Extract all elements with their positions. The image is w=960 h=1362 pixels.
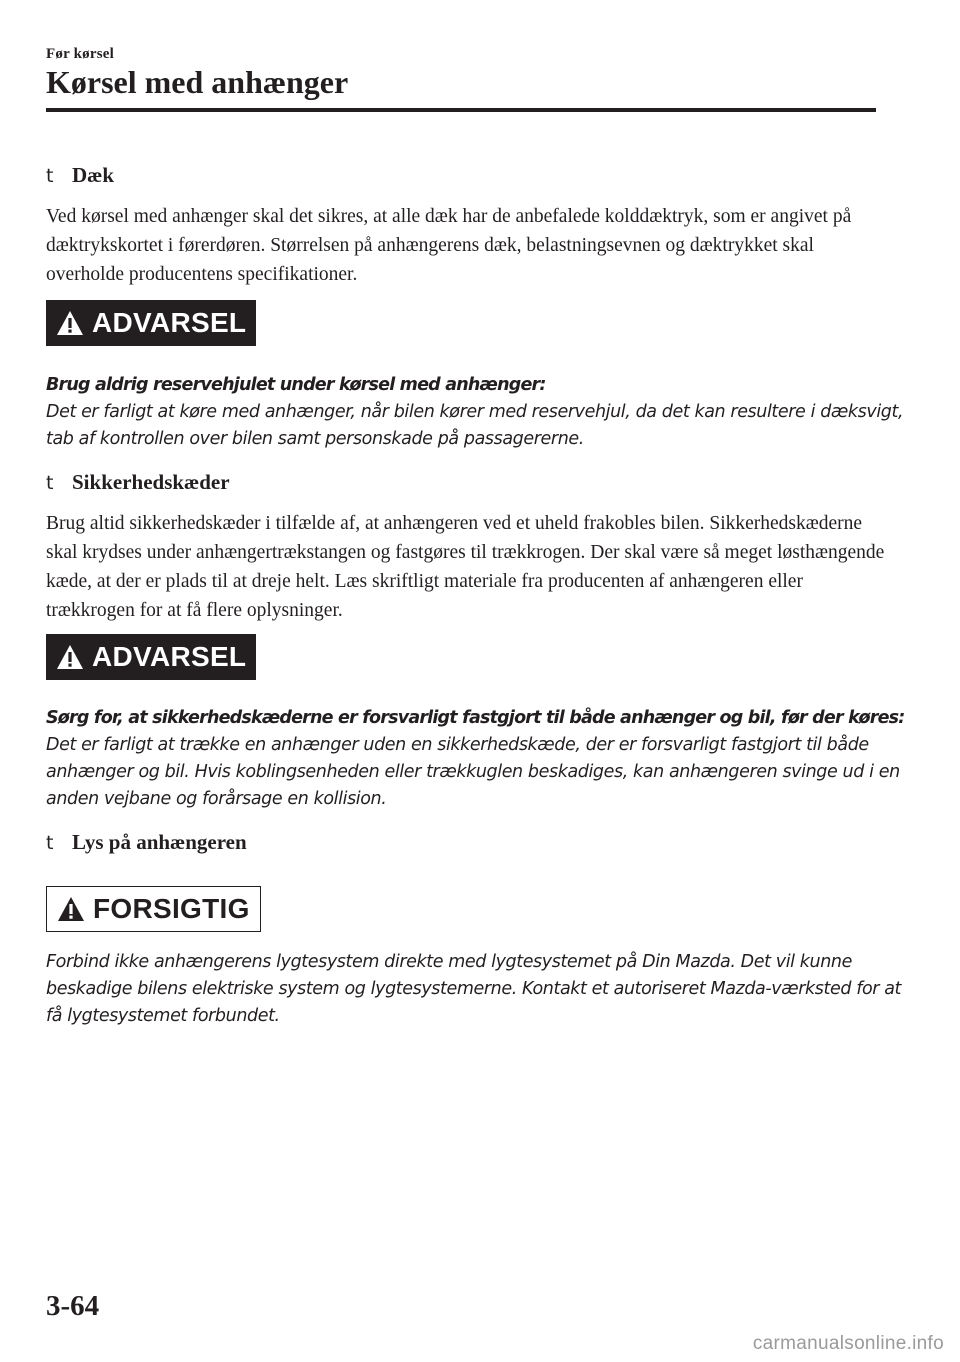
caution-text-lys	[46, 949, 906, 1030]
page-title: Kørsel med anhænger	[46, 64, 349, 100]
warning-text-daek	[46, 372, 906, 453]
warning-triangle-icon	[56, 310, 84, 336]
section-body-sikkerhedskaeder: Brug altid sikkerhedskæder i tilfælde af, at anhængeren ved et uheld frakobles bilen. Sikkerhedskæderne skal krydses under anhængertrækstangen og fastgøres til trækkrogen. Der skal være så meget løsthængende kæde, at der er plads til at dreje helt. Læs skriftligt materiale fra producenten af anhængeren eller trækkrogen for at få flere oplysninger.	[46, 513, 885, 621]
caution-label: FORSIGTIG	[93, 893, 250, 924]
heading-text: Dæk	[72, 163, 115, 187]
warning-body: Det er farligt at trække en anhænger uden en sikkerhedskæde, der er forsvarligt fastgjort til både anhænger og bil. Hvis koblingsenheden eller trækkuglen beskadiges, kan anhængeren svinge ud i en anden vejbane og forårsage en kollision.	[46, 735, 900, 809]
warning-label: ADVARSEL	[92, 307, 247, 338]
warning-body: Det er farligt at køre med anhænger, når bilen kører med reservehjul, da det kan resultere i dæksvigt, tab af kontrollen over bilen samt personskade på passagererne.	[46, 402, 904, 449]
caution-body: Forbind ikke anhængerens lygtesystem direkte med lygtesystemet på Din Mazda. Det vil kunne beskadige bilens elektriske system og lygtesystemerne. Kontakt et autoriseret Mazda-værksted for at få lygtesystemet forbundet.	[46, 952, 902, 1026]
footer-watermark: carmanualsonline.info	[752, 1333, 944, 1354]
title-rule	[46, 108, 876, 112]
heading-text: Lys på anhængeren	[72, 830, 247, 854]
section-heading-lys	[46, 829, 247, 856]
bullet-icon: t	[46, 832, 54, 854]
caution-badge	[46, 886, 261, 932]
heading-text: Sikkerhedskæder	[72, 470, 230, 494]
warning-badge	[46, 634, 256, 680]
bullet-icon: t	[46, 472, 54, 494]
bullet-icon: t	[46, 165, 54, 187]
warning-label: ADVARSEL	[92, 641, 247, 672]
section-heading-sikkerhedskaeder	[46, 469, 230, 496]
section-label: Før kørsel	[46, 46, 114, 62]
warning-text-sikkerhedskaeder	[46, 705, 906, 813]
warning-lead: Sørg for, at sikkerhedskæderne er forsvarligt fastgjort til både anhænger og bil, før der køres:	[46, 708, 905, 728]
warning-triangle-icon	[57, 896, 85, 922]
page-number: 3-64	[46, 1290, 100, 1322]
warning-lead: Brug aldrig reservehjulet under kørsel med anhænger:	[46, 375, 546, 395]
warning-triangle-icon	[56, 644, 84, 670]
section-heading-daek	[46, 162, 114, 189]
section-body-daek: Ved kørsel med anhænger skal det sikres, at alle dæk har de anbefalede kolddæktryk, som er angivet på dæktrykskortet i førerdøren. Størrelsen på anhængerens dæk, belastningsevnen og dæktrykket skal overholde producentens specifikationer.	[46, 206, 852, 285]
warning-badge	[46, 300, 256, 346]
